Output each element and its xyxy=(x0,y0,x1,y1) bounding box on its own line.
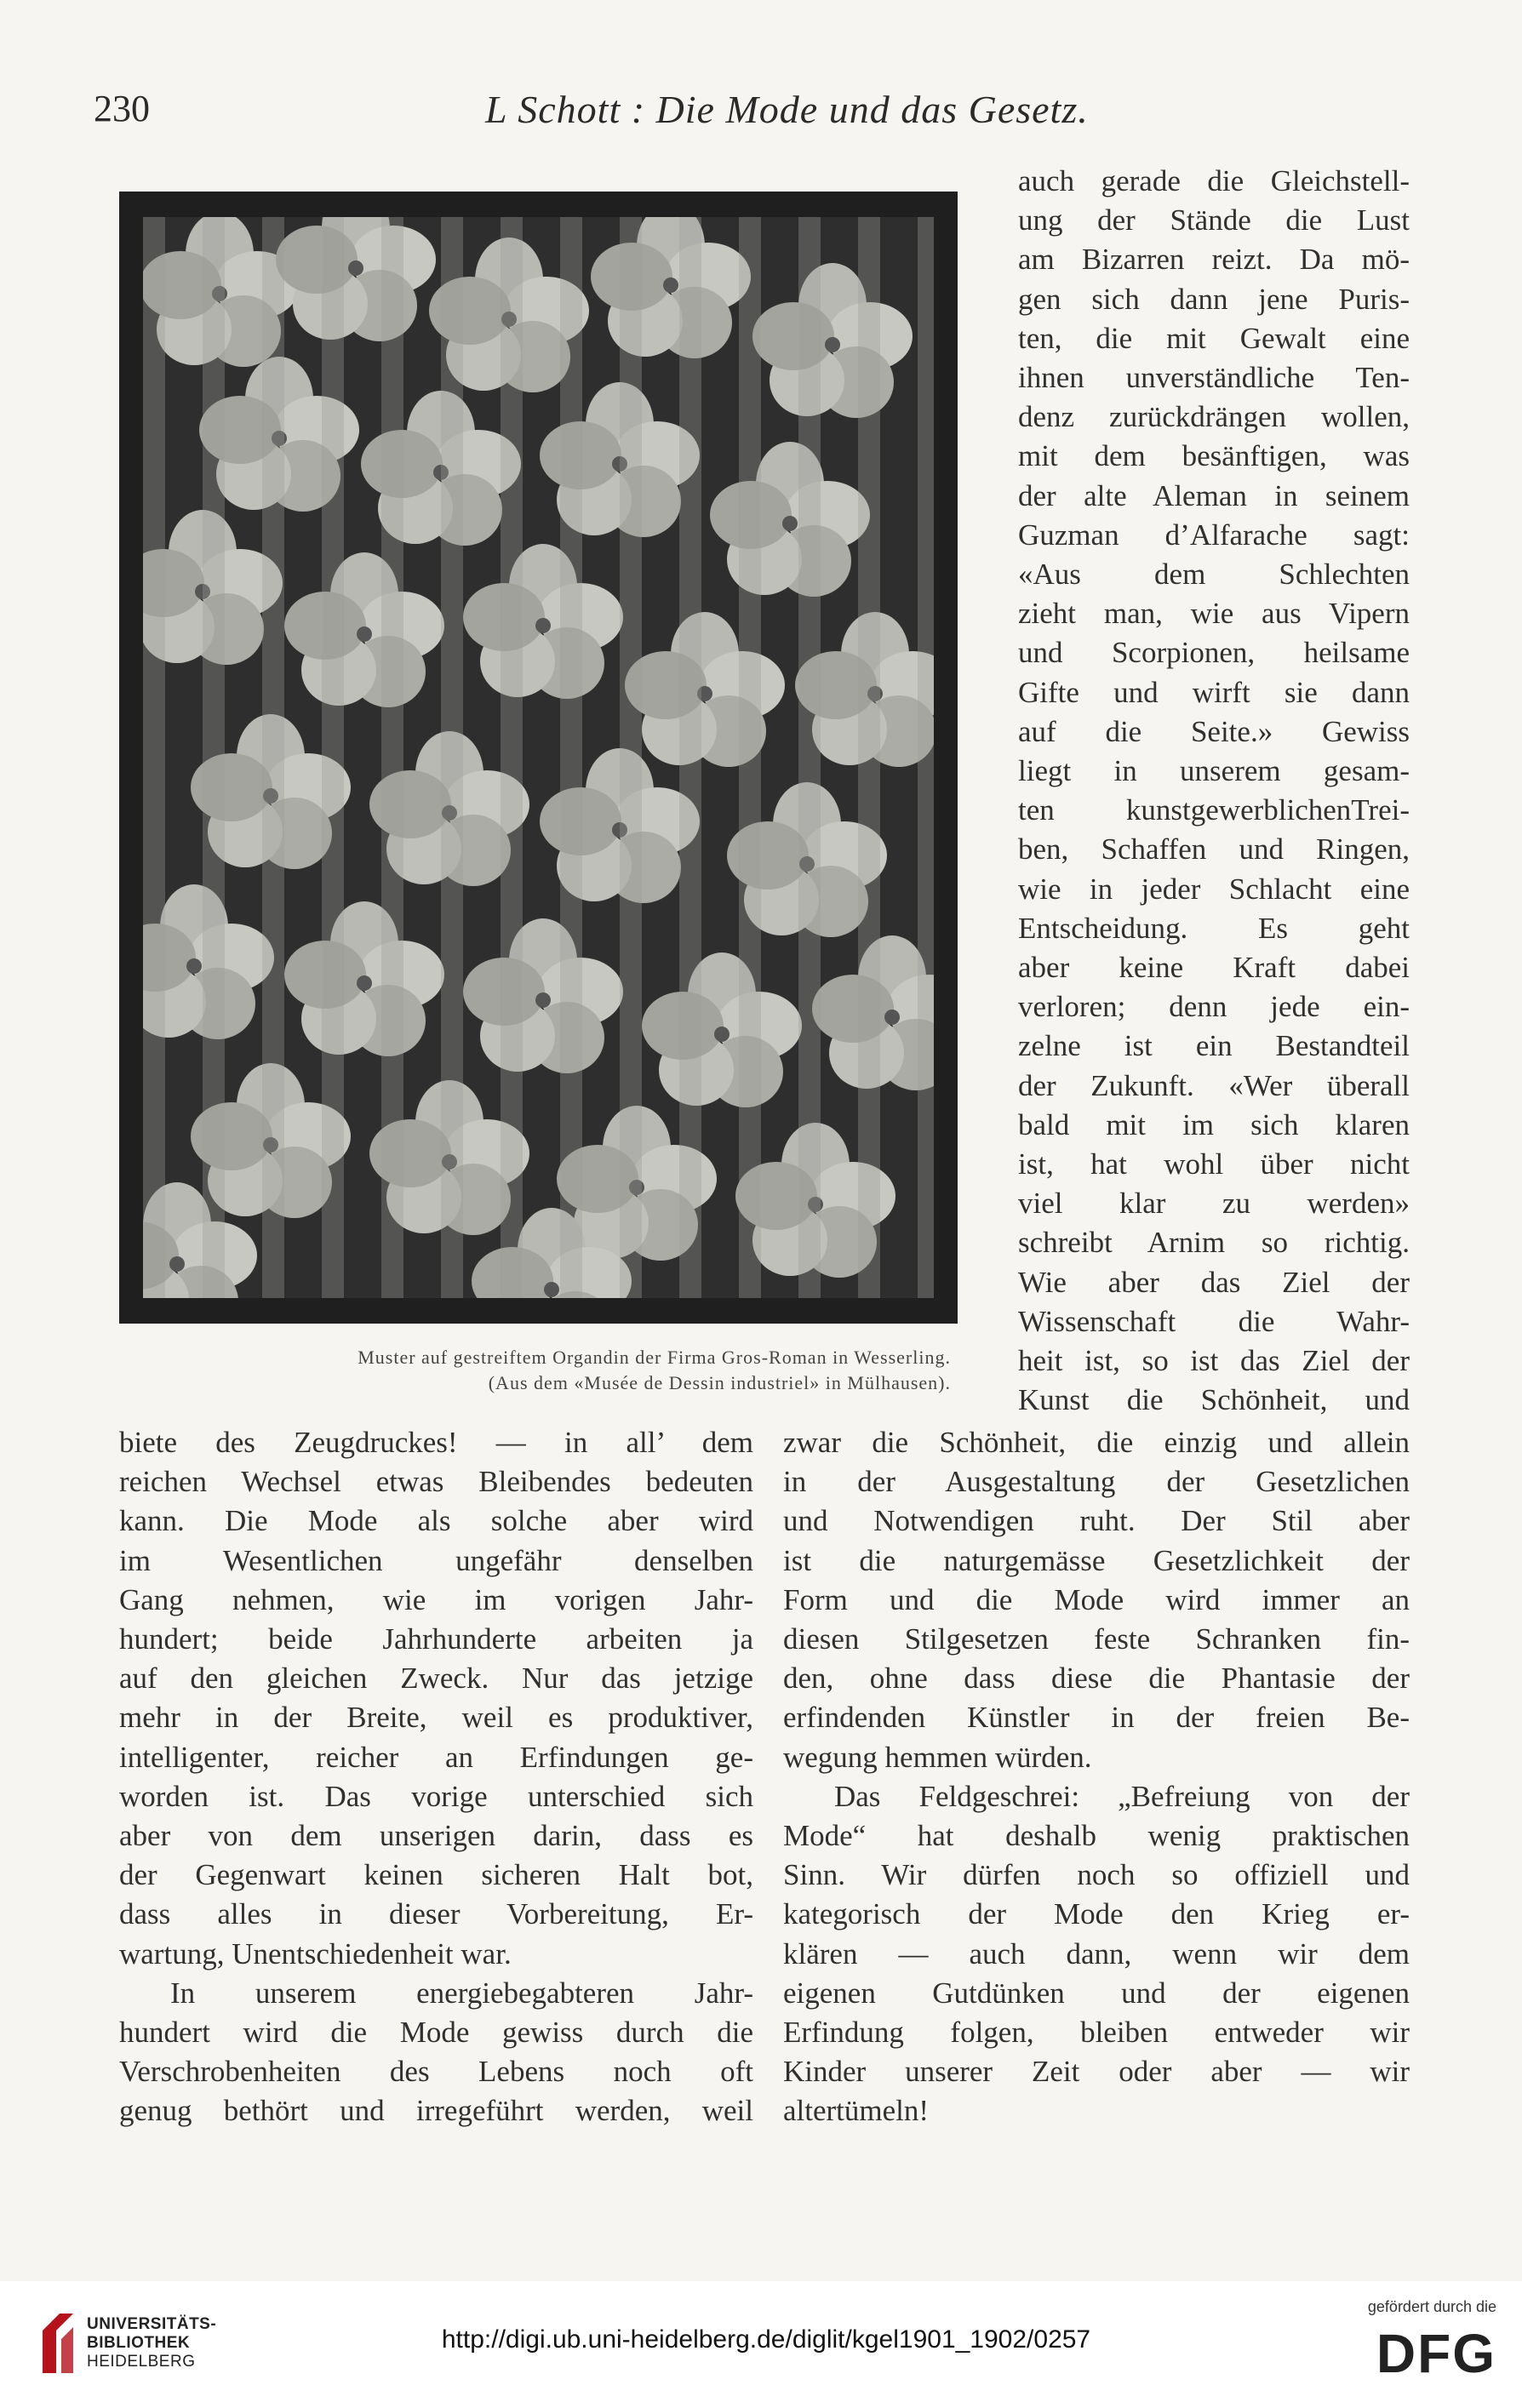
text-line: «Aus dem Schlechten xyxy=(1018,558,1410,592)
text-line: mehr in der Breite, weil es produktiver, xyxy=(119,1701,753,1735)
text-line: bald mit im sich klaren xyxy=(1018,1107,1410,1141)
text-line: worden ist. Das vorige unterschied sich xyxy=(119,1779,753,1813)
text-line: Verschrobenheiten des Lebens noch oft xyxy=(119,2055,753,2089)
text-line: kann. Die Mode als solche aber wird xyxy=(119,1504,753,1538)
text-line: Guzman d’Alfarache sagt: xyxy=(1018,518,1410,552)
text-line: auf die Seite.» Gewiss xyxy=(1018,714,1410,748)
text-line: viel klar zu werden» xyxy=(1018,1187,1410,1221)
text-line: Erfindung folgen, bleiben entweder wir xyxy=(783,2016,1410,2050)
text-line: zieht man, wie aus Vipern xyxy=(1018,597,1410,631)
text-line: Gang nehmen, wie im vorigen Jahr- xyxy=(119,1582,753,1616)
text-line: hundert; beide Jahrhunderte arbeiten ja xyxy=(119,1622,753,1656)
text-line: Mode“ hat deshalb wenig praktischen xyxy=(783,1819,1410,1853)
text-line: ist die naturgemässe Gesetzlichkeit der xyxy=(783,1543,1410,1577)
left-column-bottom xyxy=(119,1423,753,2131)
digitization-footer xyxy=(0,2281,1522,2408)
text-line: biete des Zeugdruckes! — in all’ dem xyxy=(119,1426,753,1459)
text-line: Wie aber das Ziel der xyxy=(1018,1265,1410,1299)
text-line: auf den gleichen Zweck. Nur das jetzige xyxy=(119,1662,753,1696)
text-line: den, ohne dass diese die Phantasie der xyxy=(783,1662,1410,1696)
text-line: klären — auch dann, wenn wir dem xyxy=(783,1936,1410,1970)
text-line: eigenen Gutdünken und der eigenen xyxy=(783,1976,1410,2010)
text-line: mit dem besänftigen, was xyxy=(1018,439,1410,473)
text-line: wartung, Unentschiedenheit war. xyxy=(119,1936,512,1970)
text-line: und Scorpionen, heilsame xyxy=(1018,636,1410,670)
text-line: kategorisch der Mode den Krieg er- xyxy=(783,1897,1410,1931)
text-line: schreibt Arnim so richtig. xyxy=(1018,1226,1410,1260)
dfg-logo: DFG xyxy=(1376,2323,1496,2384)
running-head xyxy=(94,87,1413,138)
text-line: ben, Schaffen und Ringen, xyxy=(1018,832,1410,867)
text-line: Form und die Mode wird immer an xyxy=(783,1582,1410,1616)
text-line: zwar die Schönheit, die einzig und allein xyxy=(783,1426,1410,1459)
text-line: Sinn. Wir dürfen noch so offiziell und xyxy=(783,1858,1410,1892)
text-line: erfindenden Künstler in der freien Be- xyxy=(783,1701,1410,1735)
text-line: im Wesentlichen ungefähr denselben xyxy=(119,1543,753,1577)
text-line: ten, die mit Gewalt eine xyxy=(1018,321,1410,355)
right-column-top xyxy=(1018,162,1410,1421)
library-logo-icon xyxy=(36,2305,78,2378)
text-line: auch gerade die Gleichstell- xyxy=(1018,164,1410,197)
text-line: Gifte und wirft sie dann xyxy=(1018,675,1410,709)
right-column-bottom xyxy=(783,1423,1410,2131)
text-line: intelligenter, reicher an Erfindungen ge- xyxy=(119,1740,753,1774)
fabric-pattern-figure xyxy=(119,192,958,1324)
library-name-line-2: BIBLIOTHEK xyxy=(87,2334,191,2352)
floral-pattern-illustration xyxy=(143,217,934,1298)
text-line: reichen Wechsel etwas Bleibendes bedeuten xyxy=(119,1465,753,1499)
figure-caption xyxy=(119,1345,958,1396)
text-line: wegung hemmen würden. xyxy=(783,1740,1092,1774)
text-line: genug bethört und irregeführt werden, weil xyxy=(119,2094,753,2128)
text-line: denz zurückdrängen wollen, xyxy=(1018,400,1410,434)
library-name-line-3: HEIDELBERG xyxy=(87,2353,196,2371)
stripe-overlay xyxy=(143,217,934,1298)
text-line: ihnen unverständliche Ten- xyxy=(1018,361,1410,395)
text-line: Wissenschaft die Wahr- xyxy=(1018,1304,1410,1338)
source-url-link[interactable]: http://digi.ub.uni-heidelberg.de/diglit/kgel1901_1902/0257 xyxy=(441,2325,1091,2354)
running-title: L Schott : Die Mode und das Gesetz. xyxy=(485,88,1089,131)
library-name-line-1: UNIVERSITÄTS- xyxy=(87,2315,217,2333)
text-line: heit ist, so ist das Ziel der xyxy=(1018,1344,1410,1378)
text-line: und Notwendigen ruht. Der Stil aber xyxy=(783,1504,1410,1538)
text-line: dass alles in dieser Vorbereitung, Er- xyxy=(119,1897,753,1931)
library-name xyxy=(87,2315,216,2371)
text-line: Kunst die Schönheit, und xyxy=(1018,1383,1410,1417)
text-line: liegt in unserem gesam- xyxy=(1018,754,1410,788)
text-line: aber von dem unserigen darin, dass es xyxy=(119,1819,753,1853)
text-line: der alte Aleman in seinem xyxy=(1018,478,1410,512)
text-line: verloren; denn jede ein- xyxy=(1018,990,1410,1024)
text-line: Kinder unserer Zeit oder aber — wir xyxy=(783,2055,1410,2089)
text-line: zelne ist ein Bestandteil xyxy=(1018,1029,1410,1063)
figure-image xyxy=(143,217,934,1298)
text-line: ist, hat wohl über nicht xyxy=(1018,1147,1410,1181)
caption-line-1: Muster auf gestreiftem Organdin der Firma Gros-Roman in Wesserling. xyxy=(358,1347,951,1368)
text-line: hundert wird die Mode gewiss durch die xyxy=(119,2016,753,2050)
text-line: wie in jeder Schlacht eine xyxy=(1018,872,1410,906)
text-line: aber keine Kraft dabei xyxy=(1018,951,1410,985)
text-line: der Zukunft. «Wer überall xyxy=(1018,1068,1410,1102)
text-line: Entscheidung. Es geht xyxy=(1018,911,1410,945)
text-line: Das Feldgeschrei: „Befreiung von der xyxy=(834,1779,1410,1813)
text-line: altertümeln! xyxy=(783,2094,930,2128)
text-line: In unserem energiebegabteren Jahr- xyxy=(170,1976,753,2010)
text-line: diesen Stilgesetzen feste Schranken fin- xyxy=(783,1622,1410,1656)
text-line: der Gegenwart keinen sicheren Halt bot, xyxy=(119,1858,753,1892)
text-line: in der Ausgestaltung der Gesetzlichen xyxy=(783,1465,1410,1499)
page-number: 230 xyxy=(94,88,150,129)
text-line: am Bizarren reizt. Da mö- xyxy=(1018,243,1410,277)
funded-by-label: gefördert durch die xyxy=(1367,2298,1496,2315)
text-line: gen sich dann jene Puris- xyxy=(1018,282,1410,316)
text-line: ung der Stände die Lust xyxy=(1018,203,1410,237)
text-line: ten kunstgewerblichenTrei- xyxy=(1018,793,1410,827)
caption-line-2: (Aus dem «Musée de Dessin industriel» in Mülhausen). xyxy=(488,1372,951,1393)
